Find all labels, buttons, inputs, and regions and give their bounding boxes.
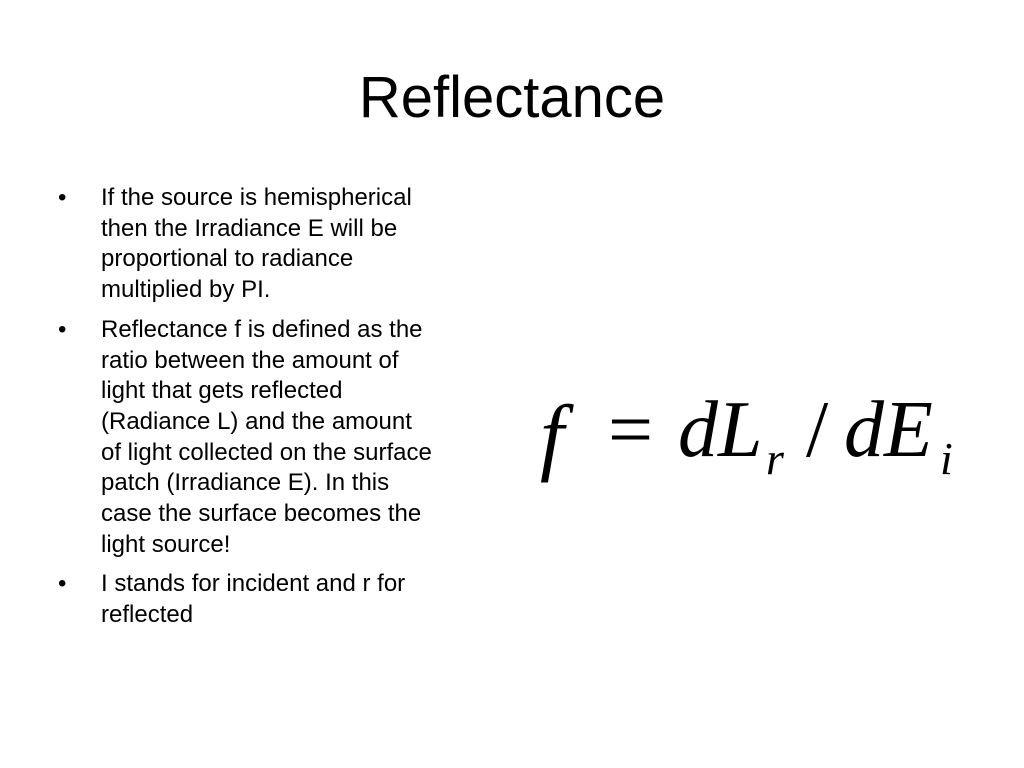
- slide-title: Reflectance: [358, 65, 666, 130]
- formula-denominator-subscript: i: [940, 433, 953, 484]
- formula-equals: =: [608, 386, 654, 474]
- formula-operator: /: [806, 386, 829, 474]
- bullet-dot: •: [58, 570, 67, 598]
- bullet-list: [56, 183, 506, 640]
- bullet-item-3: [56, 569, 506, 630]
- bullet-text: If the source is hemispherical then the Irradiance E will be proportional to radiance multiplied by PI.: [101, 184, 412, 304]
- formula-denominator: dE: [844, 386, 933, 474]
- bullet-text: Reflectance f is defined as the ratio between the amount of light that gets reflected (Radiance L) and the amount of light collected on the surface patch (Irradiance E). In this case the surface becomes the light source!: [101, 315, 432, 558]
- bullet-text: I stands for incident and r for reflected: [101, 570, 406, 629]
- formula-numerator-subscript: r: [766, 433, 784, 484]
- bullet-item-1: [56, 183, 506, 306]
- formula-numerator: dL: [678, 386, 763, 474]
- bullet-dot: •: [58, 184, 67, 211]
- reflectance-formula: [532, 370, 1002, 500]
- bullet-item-2: [56, 315, 506, 561]
- formula-lhs: f: [540, 387, 564, 483]
- bullet-dot: •: [58, 315, 67, 343]
